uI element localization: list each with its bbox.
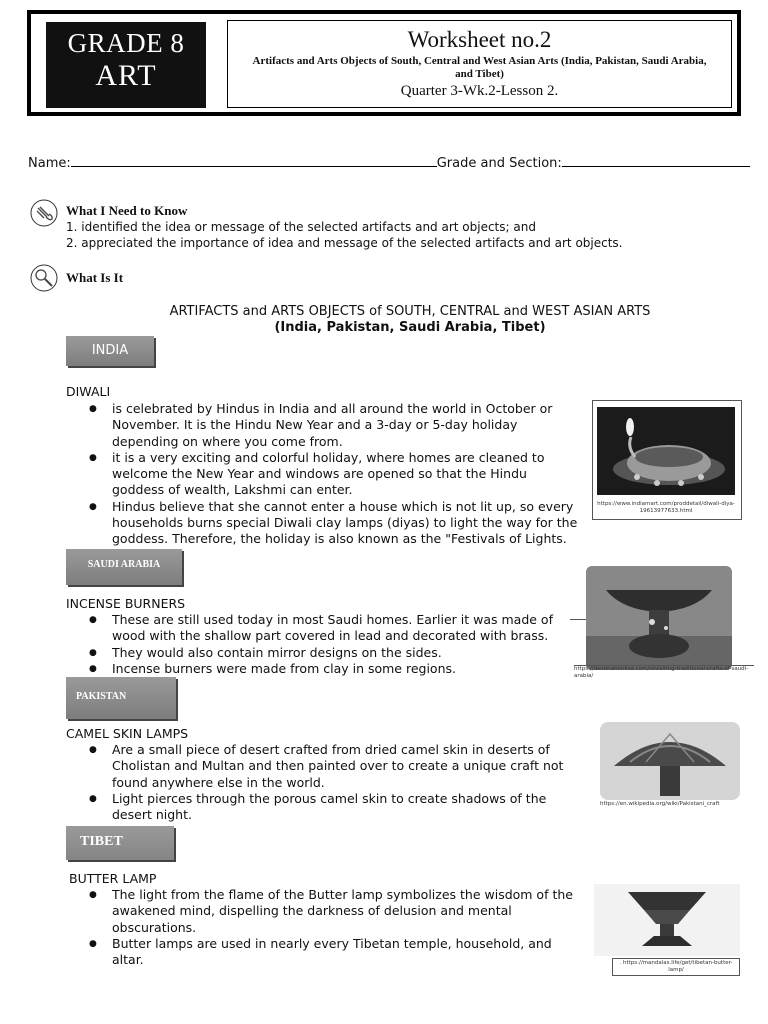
diwali-image-frame [592, 400, 742, 520]
topic-camel-skin-lamps: CAMEL SKIN LAMPS [66, 726, 189, 741]
quarter-label: Quarter 3-Wk.2-Lesson 2. [400, 83, 559, 99]
list-item: ● it is a very exciting and colorful holiday, where homes are cleaned to welcome the New Year and windows are opened so that the Hindu goddess of wealth, Lakshmi can enter. [112, 450, 582, 499]
grade-box [46, 22, 206, 108]
list-item: ● The light from the flame of the Butter lamp symbolizes the wisdom of the awakened mind, dispelling the darkness of delusion and mental obscurations. [112, 887, 578, 936]
list-item: ● These are still used today in most Saudi homes. Earlier it was made of wood with the shallow part covered in lead and decorated with brass. [112, 612, 564, 645]
grade-section-label: Grade and Section: [436, 156, 562, 171]
incense-caption: https://destinationksa.com/revisiting-traditional-crafts-of-saudi-arabia/ [574, 665, 754, 680]
name-label: Name: [28, 156, 71, 171]
hand-pointer-icon [30, 199, 58, 227]
list-item: ● is celebrated by Hindus in India and all around the world in October or November. It is the Hindu New Year and a 3-day or 5-day holiday depending on where you come from. [112, 401, 582, 450]
diwali-caption: https://www.indiamart.com/proddetail/diwali-diya-19613977633.html [597, 501, 735, 514]
country-tab-india: INDIA [66, 336, 154, 366]
list-item: ● They would also contain mirror designs on the sides. [112, 645, 564, 661]
topic-incense-burners: INCENSE BURNERS [66, 596, 186, 611]
grade-label: GRADE 8 [67, 28, 185, 58]
topic-butter-lamp: BUTTER LAMP [69, 871, 157, 886]
country-tab-saudi-arabia: SAUDI ARABIA [66, 549, 182, 585]
butter-lamp-bullets [112, 887, 578, 968]
diwali-bullets [112, 401, 582, 548]
list-item: ● Are a small piece of desert crafted from dried camel skin in deserts of Cholistan and Multan and then painted over to create a unique craft not found anywhere else in the world. [112, 742, 574, 791]
camel-lamp-image-frame [600, 722, 740, 800]
topic-diwali: DIWALI [66, 384, 111, 399]
need-to-know-title: What I Need to Know [66, 203, 188, 218]
camel-lamp-bullets [112, 742, 574, 823]
butter-lamp-image-frame [594, 884, 740, 956]
incense-bullets [112, 612, 564, 677]
incense-image-frame [586, 566, 732, 670]
worksheet-title: Worksheet no.2 [407, 27, 552, 52]
grade-section-field[interactable] [562, 155, 750, 167]
objective-2: 2. appreciated the importance of idea and message of the selected artifacts and art objects. [66, 236, 623, 250]
magnifier-icon [30, 264, 58, 292]
objective-1: 1. identified the idea or message of the selected artifacts and art objects; and [66, 220, 536, 234]
connector-line [570, 619, 586, 620]
incense-burner-image [586, 566, 732, 670]
diwali-lamp-image [597, 407, 735, 495]
main-subtitle: (India, Pakistan, Saudi Arabia, Tibet) [274, 320, 546, 335]
camel-skin-lamp-image [600, 722, 740, 800]
butter-lamp-image [594, 884, 740, 956]
list-item: ● Hindus believe that she cannot enter a house which is not lit up, so every households burns special Diwali clay lamps (diyas) to light the way for the goddess. Therefore, the holiday is also known as the "Festivals of Lights. [112, 499, 582, 548]
list-item: ● Incense burners were made from clay in some regions. [112, 661, 564, 677]
worksheet-subtitle: Artifacts and Arts Objects of South, Central and West Asian Arts (India, Pakistan, Saudi Arabia, and Tibet) [252, 55, 707, 80]
worksheet-title-box [227, 20, 732, 108]
list-item: ● Light pierces through the porous camel skin to create shadows of the desert night. [112, 791, 574, 824]
camel-lamp-caption: https://en.wikipedia.org/wiki/Pakistani_craft [600, 801, 720, 807]
country-tab-tibet: TIBET [66, 826, 174, 860]
main-title: ARTIFACTS and ARTS OBJECTS of SOUTH, CENTRAL and WEST ASIAN ARTS [169, 304, 651, 319]
what-is-it-title: What Is It [66, 270, 124, 285]
name-row [28, 155, 750, 171]
name-field[interactable] [71, 155, 437, 167]
butter-lamp-caption: . https://mandalas.life/get/tibetan-butter-lamp/ [612, 958, 740, 976]
subject-label: ART [95, 59, 157, 92]
country-tab-pakistan: PAKISTAN [66, 677, 176, 719]
list-item: ● Butter lamps are used in nearly every Tibetan temple, household, and altar. [112, 936, 578, 969]
